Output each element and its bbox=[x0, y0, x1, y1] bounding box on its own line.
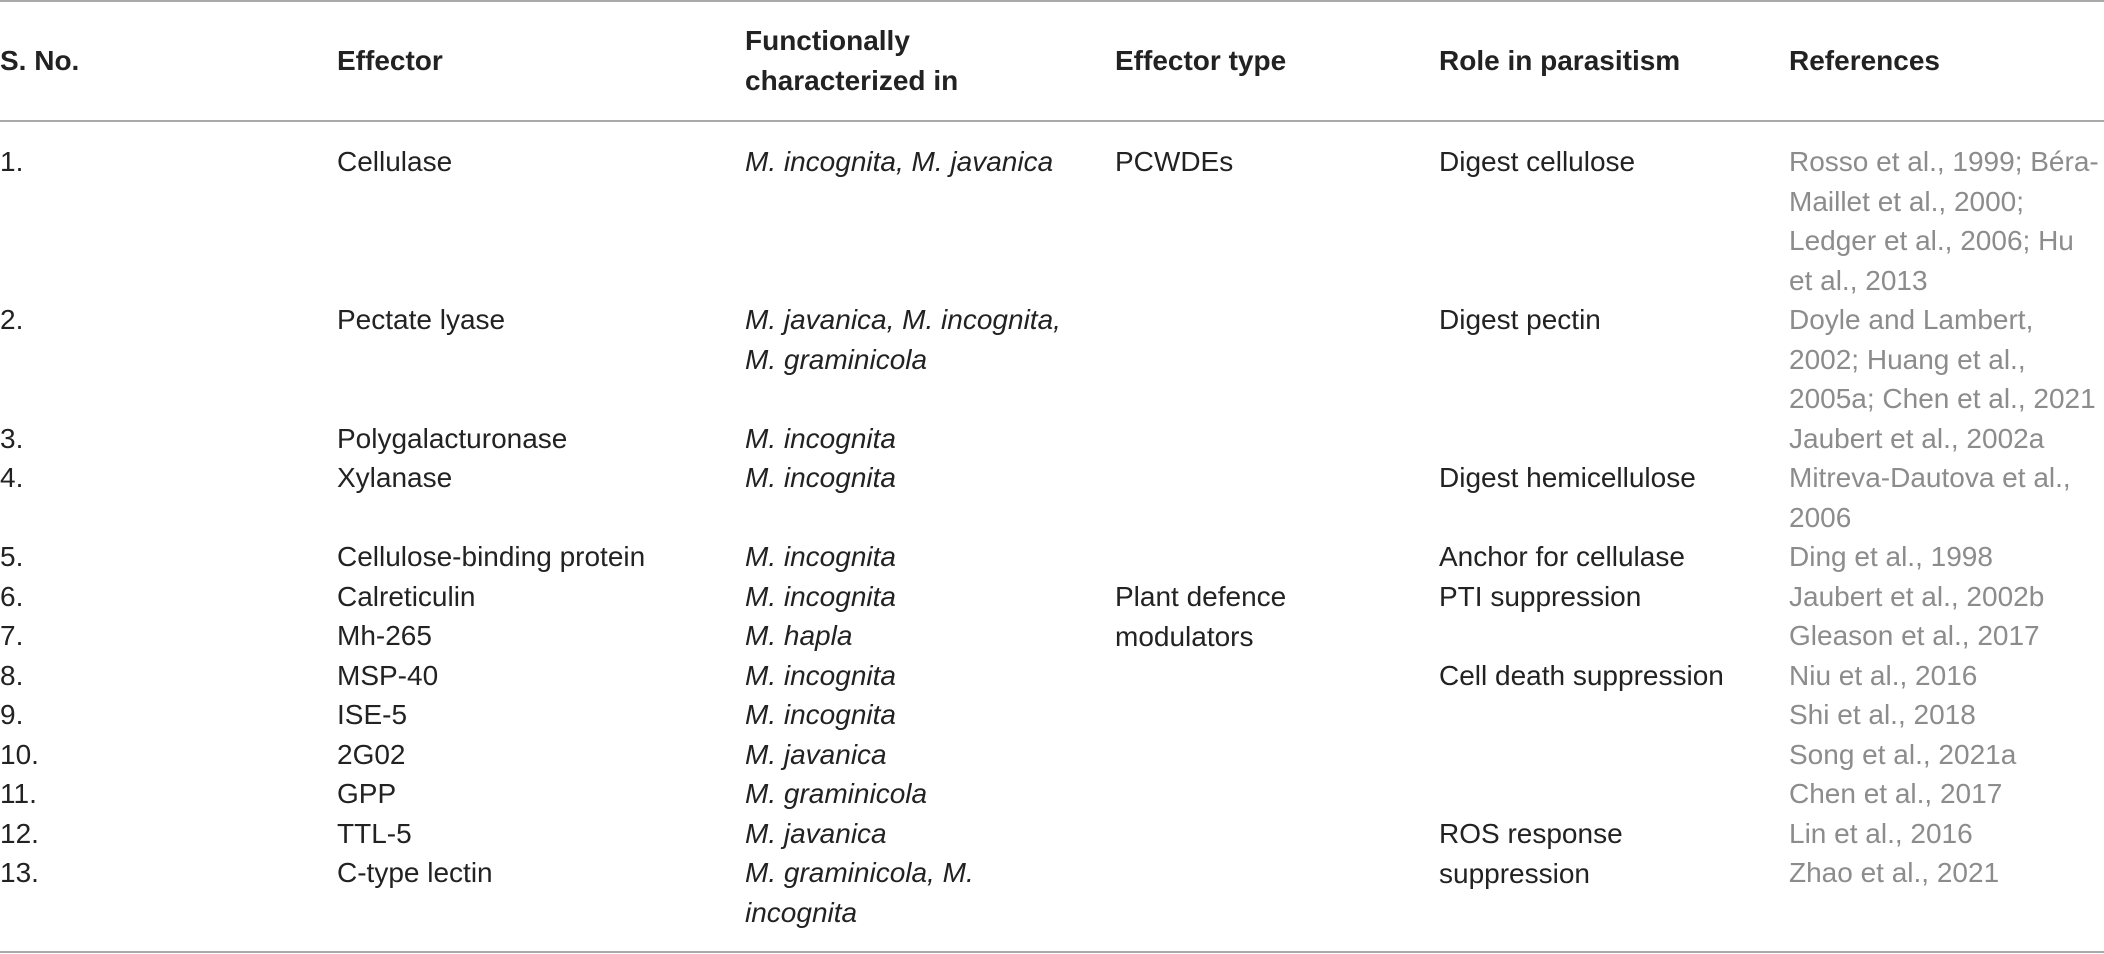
table-bottom-rule bbox=[0, 951, 2104, 953]
cell-references: Doyle and Lambert, 2002; Huang et al., 2005a; Chen et al., 2021 bbox=[1789, 304, 2096, 414]
cell-sno: 13. bbox=[0, 857, 39, 888]
cell-functionally: M. javanica bbox=[745, 739, 887, 770]
cell-effector: TTL-5 bbox=[337, 818, 412, 849]
cell-references: Lin et al., 2016 bbox=[1789, 818, 1973, 849]
cell-references: Song et al., 2021a bbox=[1789, 739, 2017, 770]
header-effector-type: Effector type bbox=[1115, 45, 1287, 76]
cell-references: Ding et al., 1998 bbox=[1789, 541, 1993, 572]
cell-sno: 4. bbox=[0, 462, 24, 493]
cell-role: Cell death suppression bbox=[1439, 660, 1724, 691]
cell-effector: Cellulase bbox=[337, 146, 453, 177]
header-references: References bbox=[1789, 45, 1940, 76]
cell-effector: GPP bbox=[337, 778, 397, 809]
cell-sno: 10. bbox=[0, 739, 39, 770]
cell-functionally: M. incognita bbox=[745, 462, 896, 493]
cell-references: Jaubert et al., 2002a bbox=[1789, 423, 2045, 454]
cell-effector: MSP-40 bbox=[337, 660, 439, 691]
cell-role: Anchor for cellulase bbox=[1439, 541, 1685, 572]
cell-effector-type: PCWDEs bbox=[1115, 146, 1234, 177]
table-top-rule bbox=[0, 0, 2104, 2]
cell-role: PTI suppression bbox=[1439, 581, 1642, 612]
cell-sno: 6. bbox=[0, 581, 24, 612]
cell-effector-type: Plant defence modulators bbox=[1115, 581, 1287, 652]
cell-references: Niu et al., 2016 bbox=[1789, 660, 1978, 691]
cell-functionally: M. incognita bbox=[745, 423, 896, 454]
cell-effector: Pectate lyase bbox=[337, 304, 506, 335]
cell-references: Shi et al., 2018 bbox=[1789, 699, 1976, 730]
cell-functionally: M. incognita bbox=[745, 541, 896, 572]
cell-effector: Xylanase bbox=[337, 462, 453, 493]
cell-functionally: M. graminicola, M. incognita bbox=[745, 857, 974, 928]
header-sno: S. No. bbox=[0, 45, 80, 76]
cell-references: Zhao et al., 2021 bbox=[1789, 857, 2000, 888]
cell-references: Jaubert et al., 2002b bbox=[1789, 581, 2045, 612]
cell-functionally: M. graminicola bbox=[745, 778, 928, 809]
header-divider bbox=[0, 120, 2104, 122]
cell-role: Digest hemicellulose bbox=[1439, 462, 1696, 493]
cell-functionally: M. incognita bbox=[745, 699, 896, 730]
cell-effector: C-type lectin bbox=[337, 857, 493, 888]
cell-sno: 9. bbox=[0, 699, 24, 730]
cell-role: Digest cellulose bbox=[1439, 146, 1636, 177]
cell-functionally: M. incognita, M. javanica bbox=[745, 146, 1054, 177]
cell-sno: 3. bbox=[0, 423, 24, 454]
cell-effector: Cellulose-binding protein bbox=[337, 541, 646, 572]
header-role: Role in parasitism bbox=[1439, 45, 1681, 76]
cell-sno: 7. bbox=[0, 620, 24, 651]
header-functionally-characterized: Functionally characterized in bbox=[745, 25, 959, 96]
cell-effector: Mh-265 bbox=[337, 620, 432, 651]
cell-sno: 8. bbox=[0, 660, 24, 691]
cell-references: Chen et al., 2017 bbox=[1789, 778, 2003, 809]
cell-functionally: M. incognita bbox=[745, 660, 896, 691]
cell-role: ROS response suppression bbox=[1439, 818, 1623, 889]
cell-functionally: M. javanica, M. incognita, M. graminicola bbox=[745, 304, 1061, 375]
cell-functionally: M. hapla bbox=[745, 620, 853, 651]
cell-functionally: M. incognita bbox=[745, 581, 896, 612]
cell-effector: 2G02 bbox=[337, 739, 406, 770]
cell-role: Digest pectin bbox=[1439, 304, 1601, 335]
cell-references: Mitreva-Dautova et al., 2006 bbox=[1789, 462, 2071, 533]
cell-effector: Calreticulin bbox=[337, 581, 476, 612]
cell-sno: 11. bbox=[0, 778, 37, 809]
cell-sno: 5. bbox=[0, 541, 24, 572]
cell-effector: ISE-5 bbox=[337, 699, 408, 730]
header-effector: Effector bbox=[337, 45, 443, 76]
cell-sno: 2. bbox=[0, 304, 24, 335]
cell-sno: 12. bbox=[0, 818, 39, 849]
cell-references: Gleason et al., 2017 bbox=[1789, 620, 2040, 651]
cell-references: Rosso et al., 1999; Béra-Maillet et al., 2000; Ledger et al., 2006; Hu et al., 2013 bbox=[1789, 146, 2099, 296]
cell-sno: 1. bbox=[0, 146, 24, 177]
cell-effector: Polygalacturonase bbox=[337, 423, 568, 454]
cell-functionally: M. javanica bbox=[745, 818, 887, 849]
